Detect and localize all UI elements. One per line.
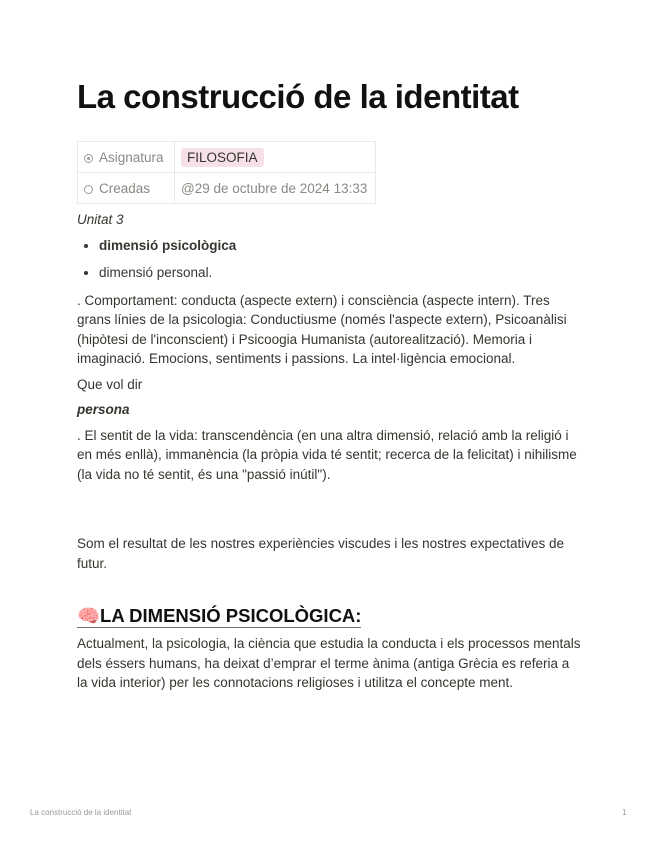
paragraph: Actualment, la psicologia, la ciència que estudia la conducta i els processos mentals dels éssers humans, ha deixat d’emprar el terme ànima (antiga Grècia es referia a la vida interior) per les connotacions religioses i utilitza el concepte ment. (77, 636, 581, 690)
bullet-list (77, 236, 581, 283)
property-value (175, 142, 376, 173)
list-item: • dimensió personal. (99, 263, 581, 283)
spacer (77, 490, 581, 534)
paragraph: persona (77, 402, 130, 417)
property-key (78, 142, 175, 173)
paragraph: . El sentit de la vida: transcendència (en una altra dimensió, relació amb la religió i en més enllà), immanència (la pròpia vida té sentit; recerca de la felicitat) i nihilisme (la vida no té sentit, és una "passió inútil"). (77, 427, 577, 482)
property-key (78, 173, 175, 204)
heading-text: LA DIMENSIÓ PSICOLÒGICA: (100, 605, 362, 626)
page-number: 1 (622, 808, 627, 817)
section-heading (77, 605, 361, 628)
subject-tag: FILOSOFIA (181, 148, 264, 167)
brain-icon: 🧠 (77, 605, 101, 626)
property-label: Asignatura (99, 149, 164, 165)
page-title: La construcció de la identitat (77, 78, 519, 115)
properties-table (77, 141, 376, 204)
property-row (78, 173, 376, 204)
list-item: • dimensió psicològica (99, 236, 581, 256)
clock-icon (84, 185, 93, 194)
select-icon (84, 154, 93, 163)
footer-title: La construcció de la identitat (30, 808, 132, 817)
created-date: @29 de octubre de 2024 13:33 (175, 173, 376, 204)
paragraph: Que vol dir (77, 376, 143, 392)
page-body (77, 210, 581, 699)
property-label: Creadas (99, 180, 151, 196)
unit-label: Unitat 3 (77, 212, 124, 227)
paragraph: Som el resultat de les nostres experiències viscudes i les nostres expectatives de futur. (77, 536, 564, 571)
paragraph: . Comportament: conducta (aspecte extern) i consciència (aspecte intern). Tres grans línies de la psicologia: Conductiusme (només l'aspecte extern), Psicoanàlisi (hipòtesi de l'inconscient) i Psicoogia Humanista (autorealització). Memoria i imaginació. Emocions, sentiments i passions. La intel·ligència emocional. (77, 292, 567, 366)
property-row (78, 142, 376, 173)
